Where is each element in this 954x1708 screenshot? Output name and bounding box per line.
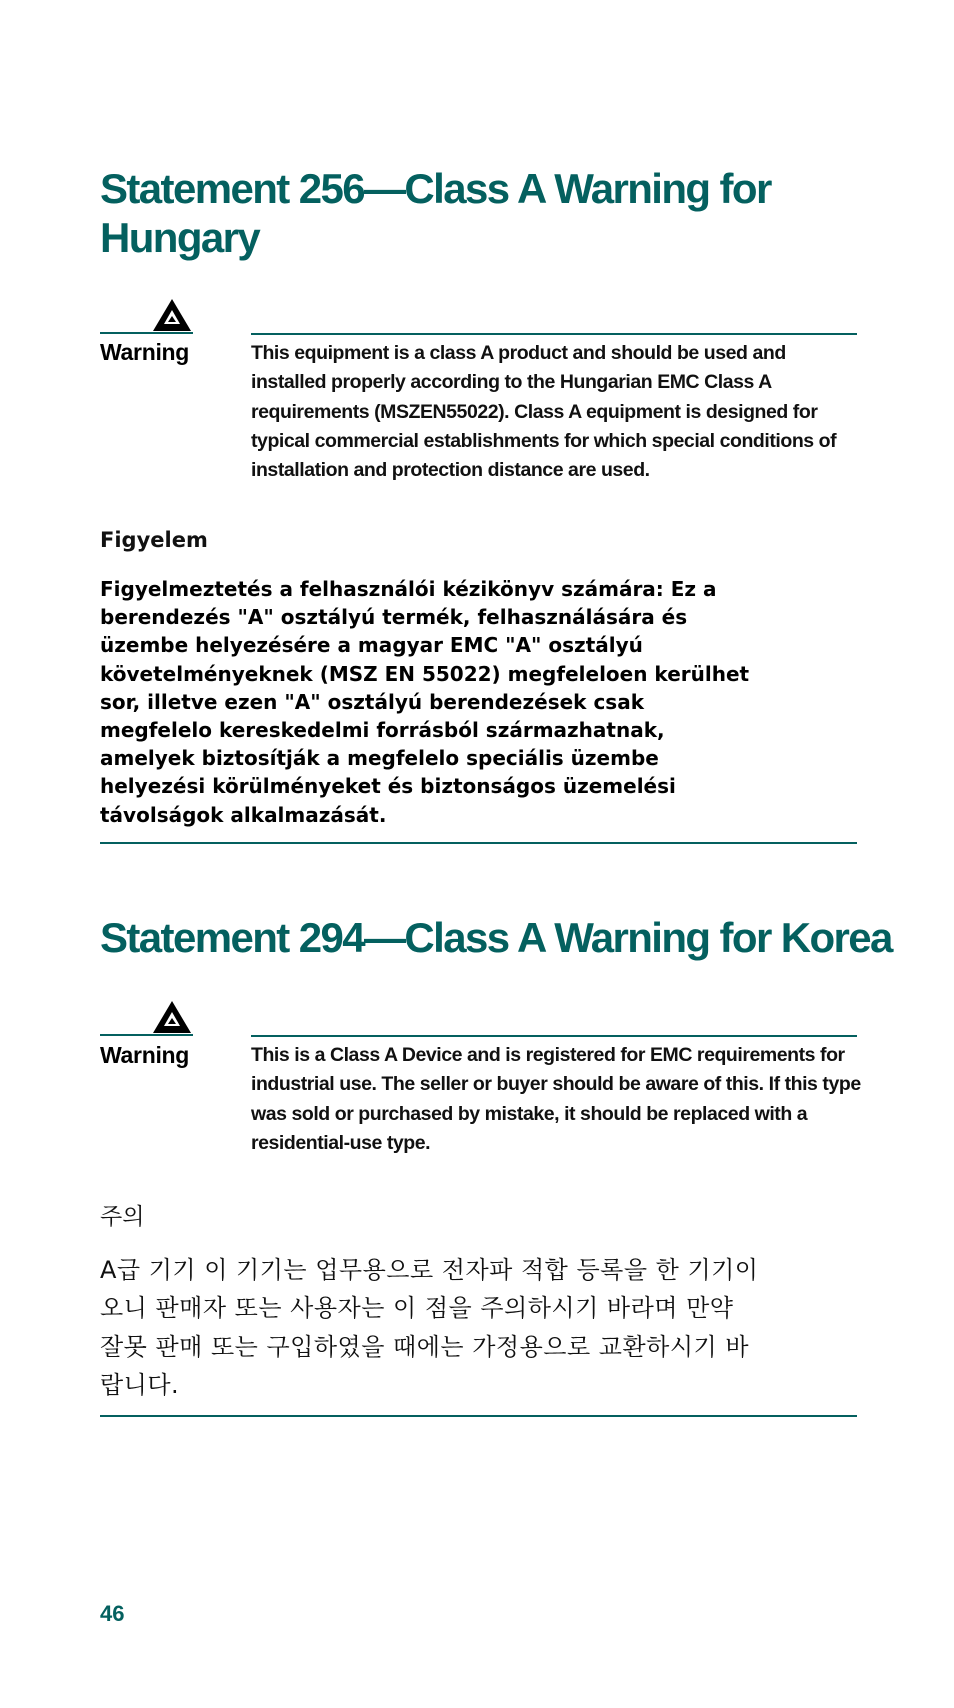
section-heading-korea: Statement 294—Class A Warning for Korea [100,914,892,961]
warning-label: Warning [100,1042,190,1068]
section-heading-hungary: Statement 256—Class A Warning for Hungary [100,165,771,261]
section-divider [100,842,857,844]
warning-label-rule [100,332,193,334]
section-divider [100,1415,857,1417]
warning-text: This equipment is a class A product and should be used and installed properly according to the Hungarian EMC Class A requirements (MSZEN55022). Class A equipment is designed for typical commercial establishments for which special conditions of installation and protection distance are used. [251,342,837,482]
translation-text: Figyelmeztetés a felhasználói kézikönyv számára: Ez a berendezés "A" osztályú termék, felhasználására és üzembe helyezésére a magyar EMC "A" osztályú követelményeknek (MSZ EN 55022) megfeleloen kerülhet sor, illetve ezen "A" osztályú berendezések csak megfelelo kereskedelmi forrásból származhatnak, amelyek biztosítják a megfelelo speciális üzembe helyezési körülményeket és biztonságos üzemelési távolságok alkalmazását. [100,577,750,827]
warning-text-rule [251,1035,857,1037]
warning-text: This is a Class A Device and is registered for EMC requirements for industrial use. The seller or buyer should be aware of this. If this type was sold or purchased by mistake, it should be replaced with a residential-use type. [251,1044,861,1154]
warning-text-rule [251,333,857,335]
page-number: 46 [100,1601,125,1626]
warning-label-rule [100,1034,193,1036]
translation-label: Figyelem [100,528,208,552]
translation-text: A급 기기 이 기기는 업무용으로 전자파 적합 등록을 한 기기이 오니 판매자 또는 사용자는 이 점을 주의하시기 바라며 만약 잘못 판매 또는 구입하였을 때에는 가정용으로 교환하시기 바랍니다. [100,1256,759,1399]
warning-triangle-icon [152,1000,192,1034]
warning-triangle-icon [152,298,192,332]
translation-label: 주의 [100,1204,145,1230]
warning-label: Warning [100,339,190,365]
